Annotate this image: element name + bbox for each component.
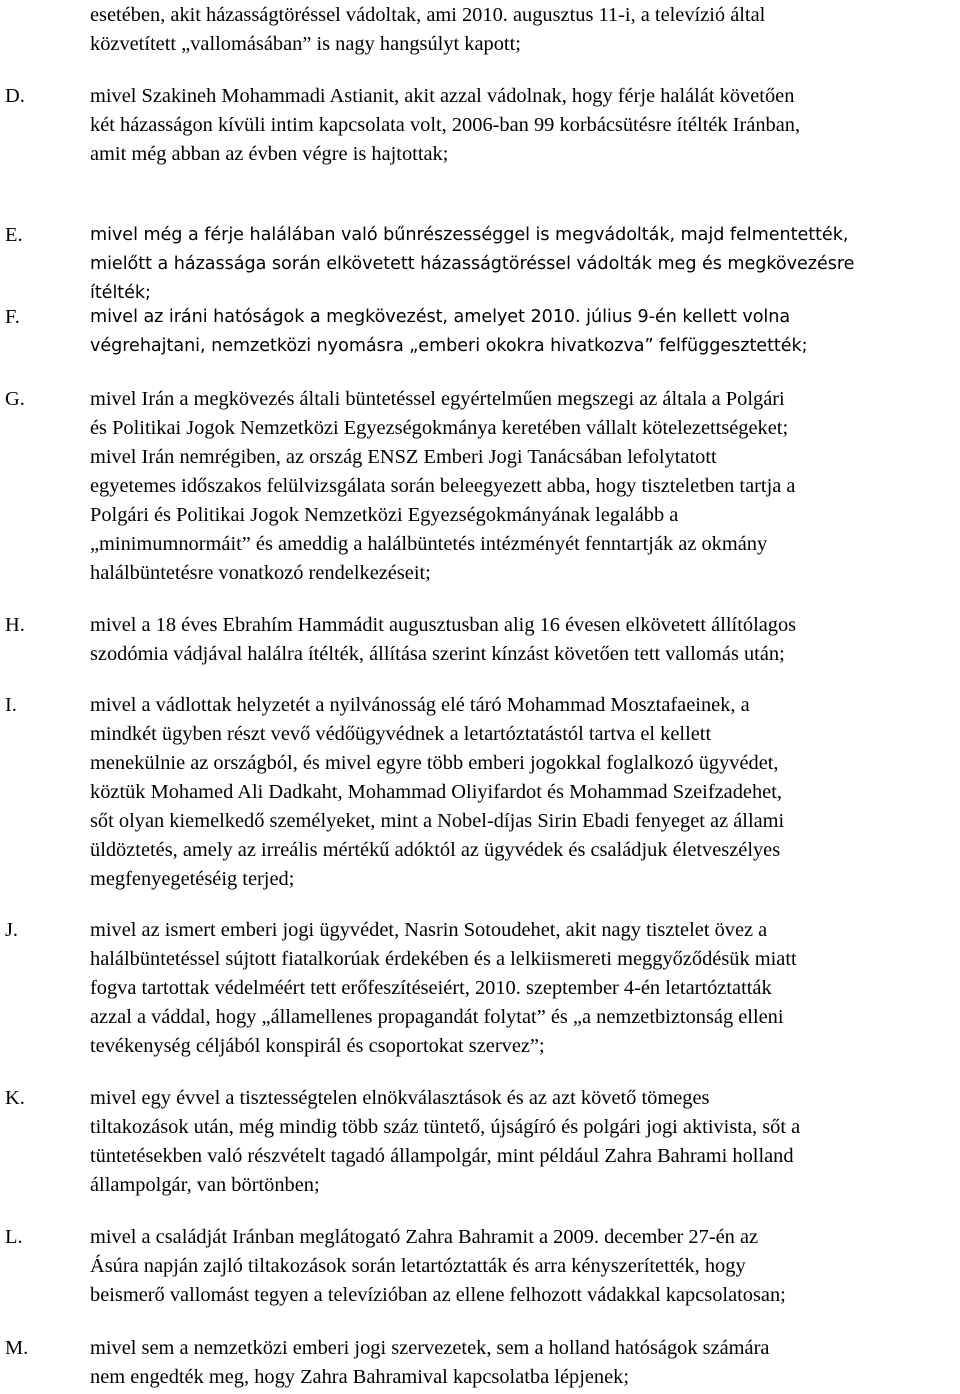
text-line: menekülnie az országból, és mivel egyre több emberi jogokkal foglalkozó ügyvédet,	[90, 752, 779, 774]
text-line: mivel Szakineh Mohammadi Astianit, akit azzal vádolnak, hogy férje halálát követően	[90, 85, 795, 107]
text-line: „minimumnormáit” és ameddig a halálbüntetés intézményét fenntartják az okmány	[90, 533, 768, 555]
recital-text	[90, 691, 956, 894]
text-line: köztük Mohamed Ali Dadkaht, Mohammad Oliyifardot és Mohammad Szeifzadehet,	[90, 781, 782, 803]
recital-letter: M.	[5, 1337, 29, 1359]
text-line: nem engedték meg, hogy Zahra Bahramival kapcsolatba lépjenek;	[90, 1366, 630, 1388]
text-line: tevékenység céljából konspirál és csoportokat szervez”;	[90, 1035, 545, 1057]
text-line: mivel a 18 éves Ebrahím Hammádit augusztusban alig 16 évesen elkövetett állítólagos	[90, 614, 797, 636]
text-line: mivel sem a nemzetközi emberi jogi szervezetek, sem a holland hatóságok számára	[90, 1337, 770, 1359]
text-line: mivel a családját Iránban meglátogató Zahra Bahramit a 2009. december 27-én az	[90, 1226, 759, 1248]
text-line: mindkét ügyben részt vevő védőügyvédnek a letartóztatástól tartva el kellett	[90, 723, 712, 745]
text-line: megfenyegetéséig terjed;	[90, 868, 295, 890]
text-line: halálbüntetéssel sújtott fiatalkorúak érdekében és a lelkiismereti meggyőződésük miatt	[90, 948, 797, 970]
text-line: mivel Irán a megkövezés általi büntetéssel egyértelműen megszegi az általa a Polgári	[90, 388, 785, 410]
text-line: halálbüntetésre vonatkozó rendelkezéseit;	[90, 562, 431, 584]
text-line: egyetemes időszakos felülvizsgálata során beleegyezett abba, hogy tiszteletben tartja a	[90, 475, 796, 497]
recital-text	[90, 1334, 956, 1392]
text-line: mivel még a férje halálában való bűnrészességgel is megvádolták, majd felmentették,	[90, 225, 849, 245]
recital-letter: D.	[5, 85, 25, 107]
recital-text	[90, 611, 956, 669]
text-line: mivel a vádlottak helyzetét a nyilvánosság elé táró Mohammad Mosztafaeinek, a	[90, 694, 750, 716]
text-line: közvetített „vallomásában” is nagy hangsúlyt kapott;	[90, 33, 521, 55]
text-line: állampolgár, van börtönben;	[90, 1174, 320, 1196]
text-line: mivel Irán nemrégiben, az ország ENSZ Emberi Jogi Tanácsában lefolytatott	[90, 446, 717, 468]
text-line: szodómia vádjával halálra ítélték, állítása szerint kínzást követően tett vallomás után;	[90, 643, 785, 665]
recital-text	[90, 303, 956, 361]
recital-letter: L.	[5, 1226, 23, 1248]
recital-letter: I.	[5, 694, 17, 716]
text-line: két házasságon kívüli intim kapcsolata volt, 2006-ban 99 korbácsütésre ítélték Iránban,	[90, 114, 801, 136]
text-line: beismerő vallomást tegyen a televízióban az ellene felhozott vádakkal kapcsolatosan;	[90, 1284, 786, 1306]
recital-text	[90, 916, 956, 1061]
recital-letter: H.	[5, 614, 25, 636]
text-line: fogva tartottak védelméért tett erőfeszítéseiért, 2010. szeptember 4-én letartóztatták	[90, 977, 772, 999]
recital-text	[90, 82, 956, 169]
text-line: ítélték;	[90, 283, 151, 303]
text-line: amit még abban az évben végre is hajtottak;	[90, 143, 449, 165]
text-line: Polgári és Politikai Jogok Nemzetközi Egyezségokmányának legalább a	[90, 504, 679, 526]
text-line: üldöztetés, amely az irreális mértékű adóktól az ügyvédek és családjuk életveszélyes	[90, 839, 781, 861]
recital-letter: E.	[5, 224, 23, 246]
recital-text	[90, 1223, 956, 1310]
text-line: Ásúra napján zajló tiltakozások során letartóztatták és arra kényszerítették, hogy	[90, 1255, 746, 1277]
text-line: esetében, akit házasságtöréssel vádoltak, ami 2010. augusztus 11-i, a televízió által	[90, 4, 766, 26]
text-line: mivel egy évvel a tisztességtelen elnökválasztások és az azt követő tömeges	[90, 1087, 710, 1109]
text-line: és Politikai Jogok Nemzetközi Egyezségokmánya keretében vállalt kötelezettségeket;	[90, 417, 789, 439]
text-line: mivel az iráni hatóságok a megkövezést, amelyet 2010. július 9-én kellett volna	[90, 307, 791, 327]
recital-text	[90, 221, 956, 308]
recital-text	[90, 385, 956, 588]
text-line: sőt olyan kiemelkedő személyeket, mint a Nobel-díjas Sirin Ebadi fenyeget az állami	[90, 810, 785, 832]
recital-letter: J.	[5, 919, 19, 941]
recital-letter: K.	[5, 1087, 25, 1109]
text-line: azzal a váddal, hogy „államellenes propagandát folytat” és „a nemzetbiztonság elleni	[90, 1006, 784, 1028]
text-line: végrehajtani, nemzetközi nyomásra „emberi okokra hivatkozva” felfüggesztették;	[90, 336, 808, 356]
text-line: mielőtt a házassága során elkövetett házasságtöréssel vádolták meg és megkövezésre	[90, 254, 855, 274]
recital-letter: F.	[5, 306, 20, 328]
recital-text	[90, 1084, 956, 1200]
recital-letter: G.	[5, 388, 25, 410]
text-line: tüntetésekben való részvételt tagadó állampolgár, mint például Zahra Bahrami holland	[90, 1145, 794, 1167]
intro-paragraph	[90, 1, 956, 59]
text-line: mivel az ismert emberi jogi ügyvédet, Nasrin Sotoudehet, akit nagy tisztelet övez a	[90, 919, 768, 941]
text-line: tiltakozások után, még mindig több száz tüntető, újságíró és polgári jogi aktivista, sőt a	[90, 1116, 801, 1138]
